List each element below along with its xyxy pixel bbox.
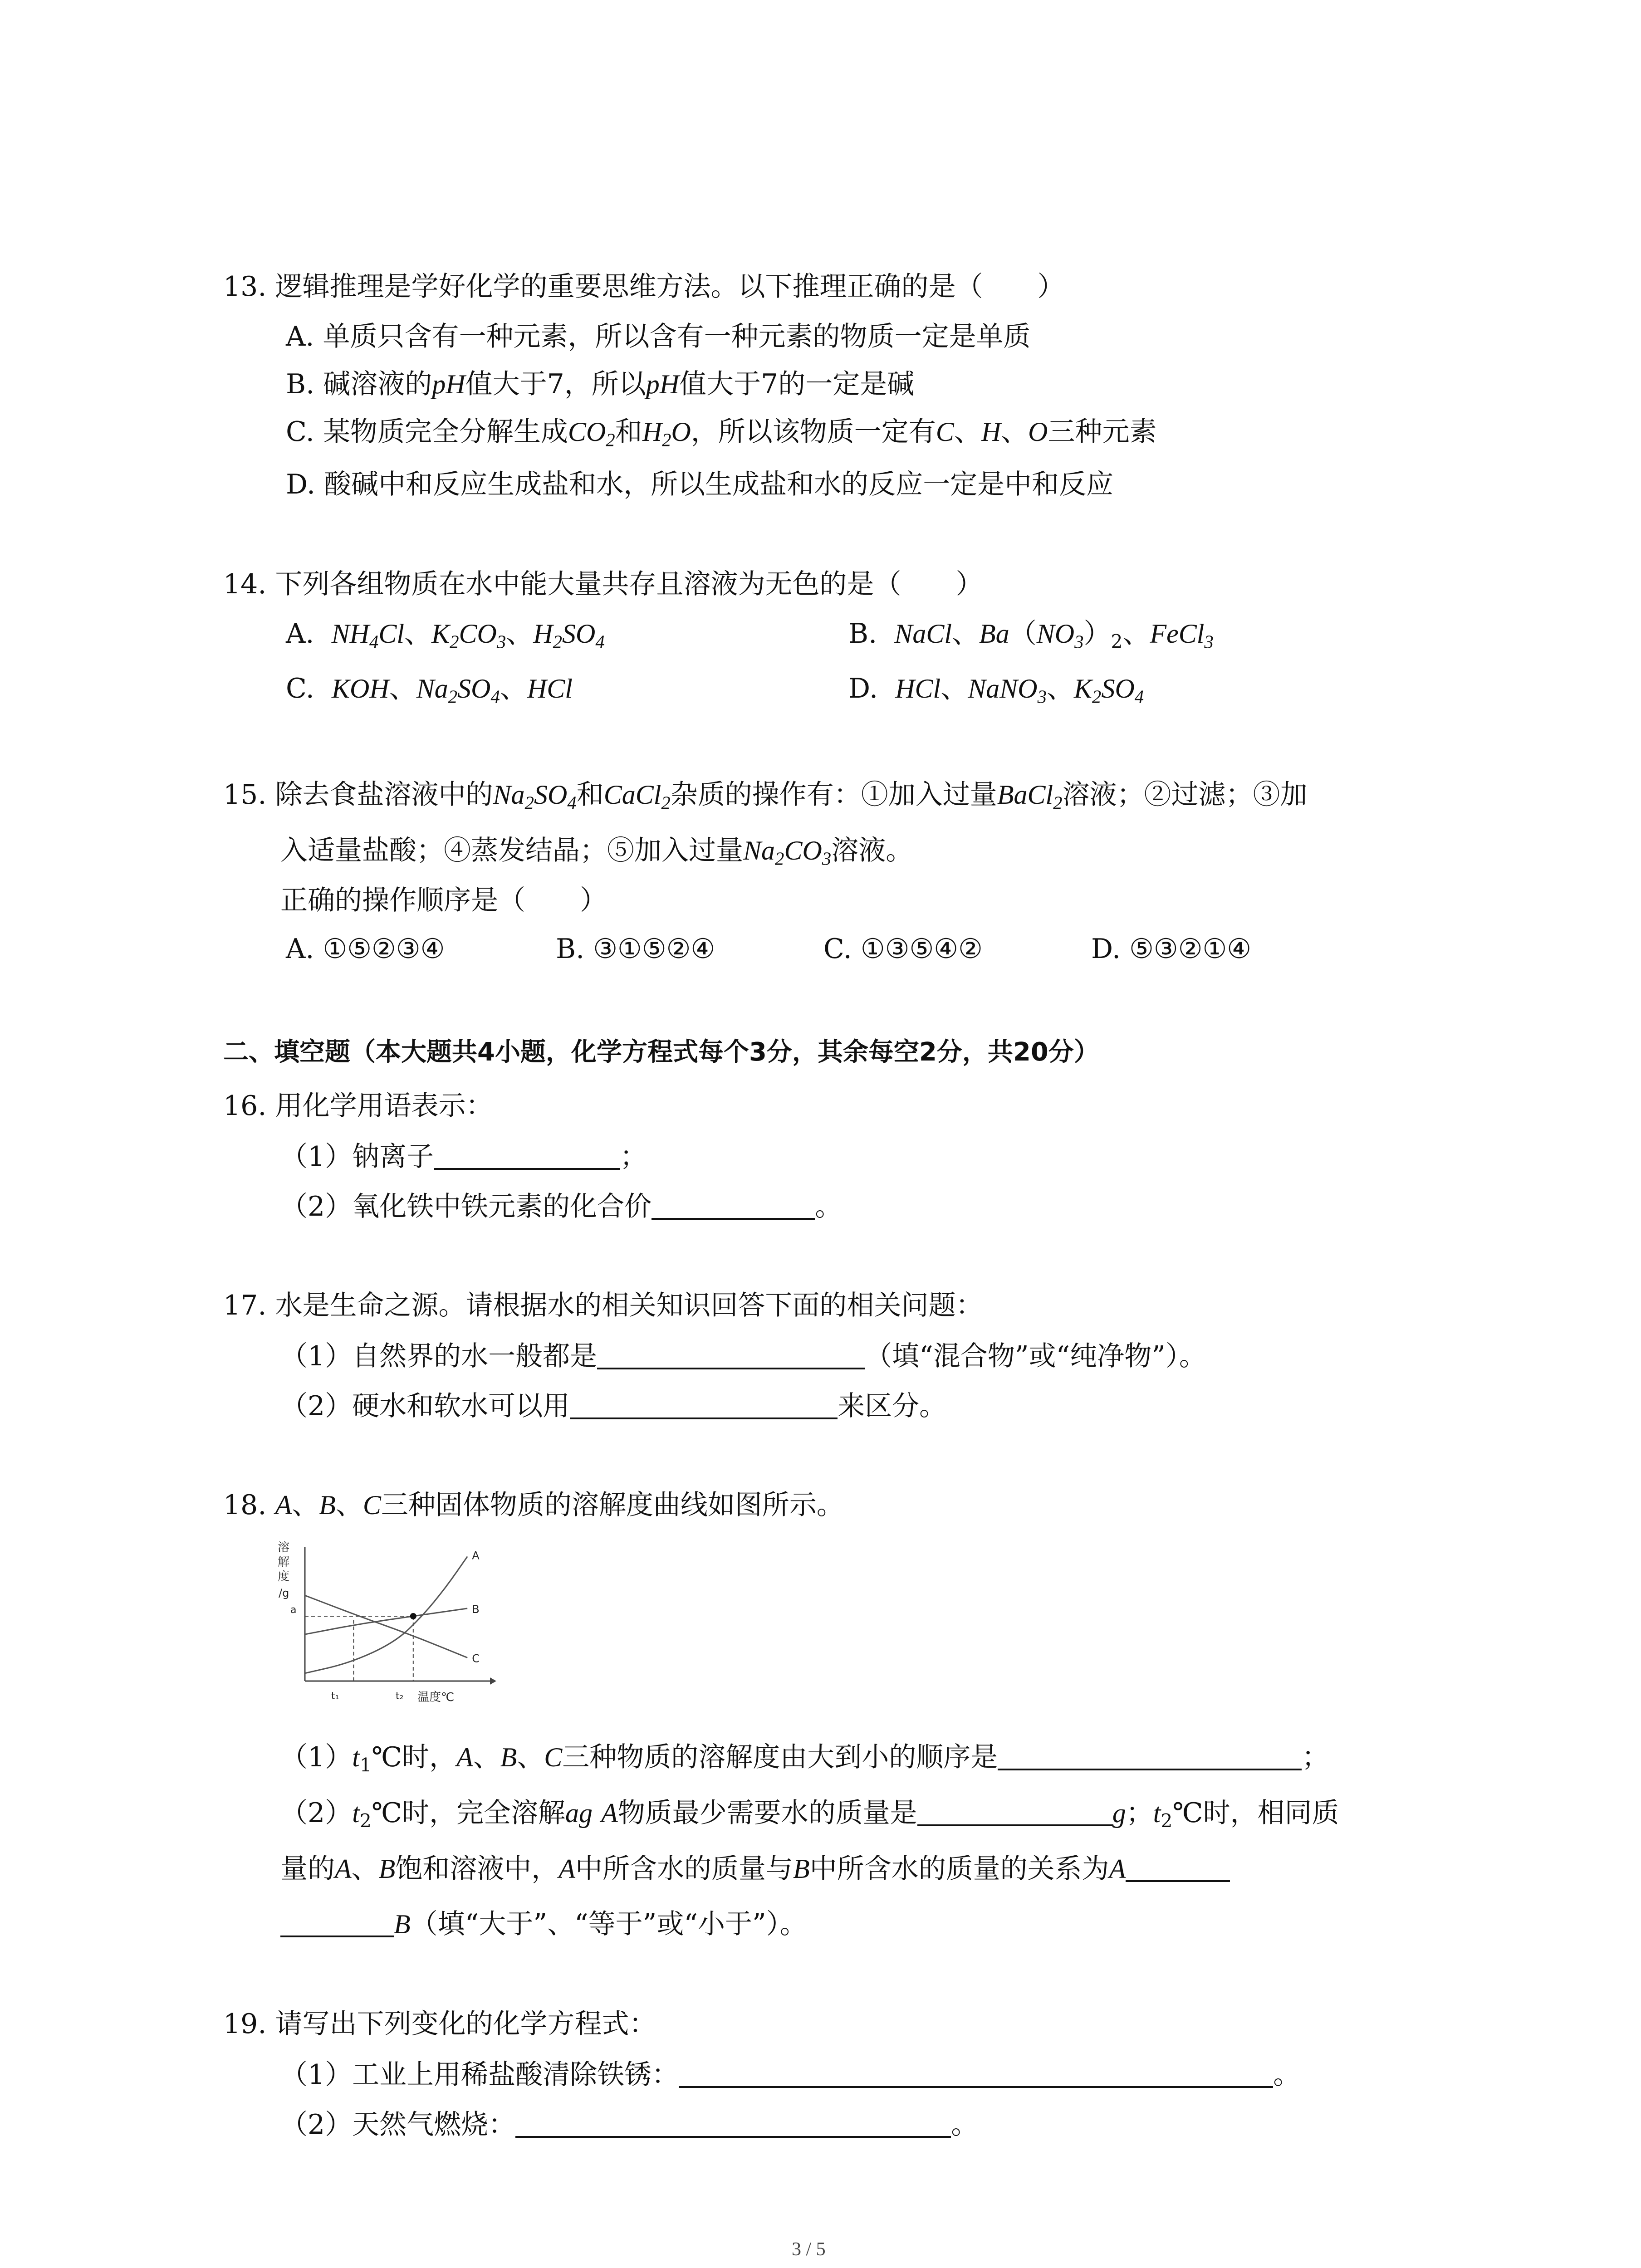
intersection-point — [410, 1613, 416, 1619]
q16-stem: 16. 用化学用语表示： — [223, 1090, 493, 1122]
x-axis-arrow — [490, 1677, 496, 1685]
q14-option-d: D. HCl、NaNO$_3$、$K_2SO_4$ — [848, 673, 1144, 707]
q17-stem: 17. 水是生命之源。请根据水的相关知识回答下面的相关问题： — [223, 1290, 983, 1321]
y-axis-label — [278, 1541, 289, 1599]
q17-part-2: （2）硬水和软水可以用 来区分。 — [280, 1390, 947, 1422]
q15-line-1: 15. 除去食盐溶液中的$Na_2SO_4$和CaCl$_2$杂质的操作有：①加入过量BaCl$_2$溶液；②过滤；③加 — [223, 779, 1308, 813]
q17-part-1: （1）自然界的水一般都是 （填“混合物”或“纯净物”）。 — [280, 1340, 1206, 1372]
curve-c — [305, 1595, 467, 1657]
ylabel-unit: /g — [279, 1587, 289, 1599]
q16-answer-blank-2[interactable] — [652, 1192, 815, 1220]
q13-option-c: C. 某物质完全分解生成$CO_2$和$H_2O$，所以该物质一定有C、H、O三种元素 — [286, 416, 1157, 450]
q15-line-3: 正确的操作顺序是（ ） — [280, 885, 607, 916]
q19-part-1: （1）工业上用稀盐酸清除铁锈： 。 — [280, 2059, 1301, 2091]
series-label-b: B — [472, 1603, 480, 1616]
x-axis-label: 温度℃ — [417, 1691, 455, 1704]
q18-part-2: $(2)t_2℃$时，完全溶解ag A物质最少需要水的质量是 g；$t_2℃$时，相同质 — [280, 1797, 1339, 1832]
ylabel-char-1: 溶 — [278, 1541, 290, 1554]
q14-option-b: B. NaCl、$Ba(NO_3)_2$、FeCl$_3$ — [848, 618, 1214, 653]
ylabel-char-3: 度 — [278, 1570, 290, 1584]
q16-part-2: （2）氧化铁中铁元素的化合价 。 — [280, 1191, 843, 1222]
q18-answer-blank-3a[interactable] — [1126, 1854, 1230, 1882]
x-tick-t1: t₁ — [331, 1691, 339, 1702]
q14-option-c: C. KOH、$Na_2SO_4$、HCl — [286, 673, 573, 707]
x-tick-t2: t₂ — [396, 1691, 404, 1702]
q18-answer-blank-2[interactable] — [917, 1799, 1112, 1826]
q15-option-a: A. ①⑤②③④ — [286, 933, 445, 965]
q13-stem: 13. 逻辑推理是学好化学的重要思维方法。以下推理正确的是（ ） — [223, 271, 1065, 303]
solubility-chart — [272, 1538, 499, 1719]
q18-answer-blank-1[interactable] — [998, 1743, 1302, 1770]
q18-part-3: 量的A、B饱和溶液中，A中所含水的质量与B中所含水的质量的关系为A — [280, 1854, 1230, 1882]
q13-option-a: A. 单质只含有一种元素，所以含有一种元素的物质一定是单质 — [286, 321, 1031, 352]
q15-option-d: D. ⑤③②①④ — [1091, 933, 1252, 965]
ylabel-char-2: 解 — [278, 1555, 290, 1569]
q14-stem: 14. 下列各组物质在水中能大量共存且溶液为无色的是（ ） — [223, 568, 983, 600]
q15-option-b: B. ③①⑤②④ — [556, 933, 715, 965]
q15-line-2: 入适量盐酸；④蒸发结晶；⑤加入过量$Na_2CO_3$溶液。 — [280, 835, 913, 869]
curve-a — [305, 1556, 467, 1673]
q18-stem: 18. A、B、C三种固体物质的溶解度曲线如图所示。 — [223, 1489, 844, 1521]
q19-answer-blank-2[interactable] — [515, 2110, 951, 2138]
curve-b — [305, 1608, 467, 1634]
y-tick-a: a — [290, 1604, 297, 1616]
q18-answer-blank-3b[interactable] — [280, 1910, 394, 1937]
q18-part-4: B（填“大于”、“等于”或“小于”）。 — [280, 1910, 807, 1938]
q15-option-c: C. ①③⑤④② — [823, 933, 983, 965]
page-number: 3 / 5 — [792, 2239, 826, 2260]
q16-part-1: （1）钠离子 ； — [280, 1141, 647, 1173]
q19-stem: 19. 请写出下列变化的化学方程式： — [223, 2008, 656, 2040]
q18-part-1: $(1)t_1℃$时，A、B、C三种物质的溶解度由大到小的顺序是 ； — [280, 1741, 1329, 1776]
q17-answer-blank-1[interactable] — [597, 1342, 865, 1369]
series-label-a: A — [472, 1549, 480, 1562]
q17-answer-blank-2[interactable] — [570, 1392, 838, 1419]
q13-option-d: D. 酸碱中和反应生成盐和水，所以生成盐和水的反应一定是中和反应 — [286, 469, 1114, 500]
q13-option-b: B. 碱溶液的pH值大于7，所以pH值大于7的一定是碱 — [286, 368, 915, 400]
q14-option-a: A. $NH_4Cl$、$K_2CO_3$、$H_2SO_4$ — [286, 618, 605, 652]
section-2-heading: 二、填空题（本大题共4小题，化学方程式每个3分，其余每空2分，共20分） — [223, 1037, 1099, 1067]
series-label-c: C — [472, 1652, 480, 1665]
q19-answer-blank-1[interactable] — [679, 2060, 1273, 2088]
q16-answer-blank-1[interactable] — [434, 1142, 620, 1170]
q19-part-2: （2）天然气燃烧： 。 — [280, 2109, 979, 2141]
